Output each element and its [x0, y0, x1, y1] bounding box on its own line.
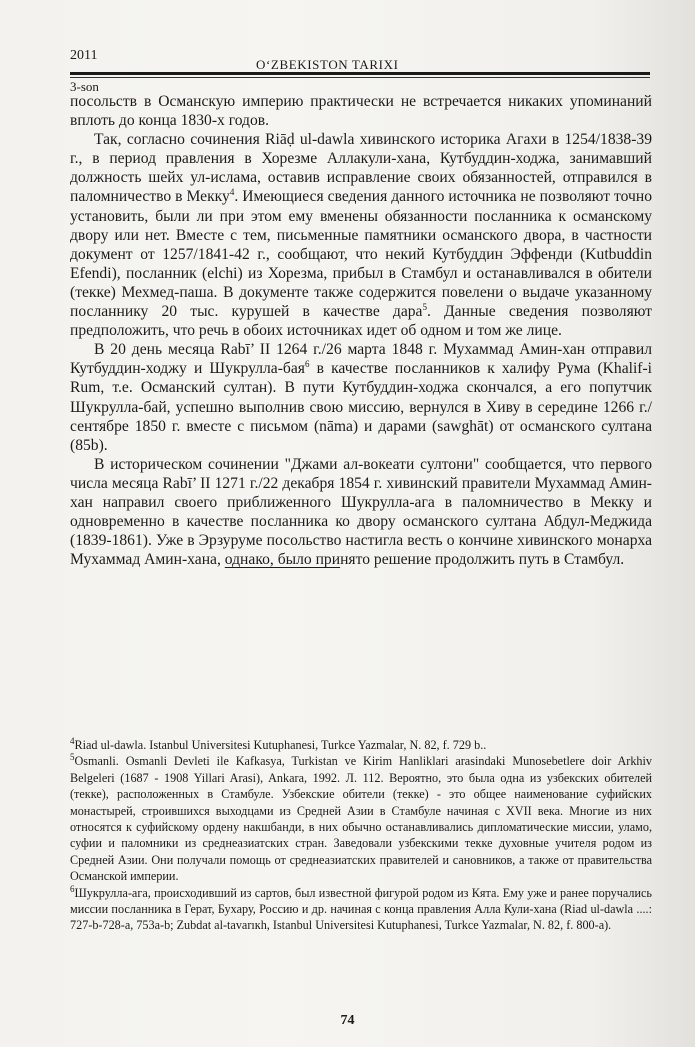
footnote-ref-4: 4	[229, 187, 235, 198]
page-number: 74	[340, 1013, 355, 1028]
paragraph-2-text-c: . Данные сведения позволяют предположить, что речь в обоих источниках идет об одном и том же лице.	[70, 303, 652, 340]
paragraph-4-text-b: нято решение продолжить путь в Стамбул.	[340, 551, 625, 569]
footnote-4-text: Riad ul-dawla. Istanbul Universitesi Kutuphanesi, Turkce Yazmalar, N. 82, f. 729 b..	[74, 738, 487, 752]
paragraph-3	[70, 340, 652, 455]
header-rule-thick	[70, 72, 650, 75]
header-rule-thin	[70, 77, 650, 78]
running-header-journal-title: O‘ZBEKISTON TARIXI	[256, 57, 399, 72]
running-header-issue: 3-son	[70, 79, 99, 94]
paragraph-4-underlined-text: однако, было при	[224, 551, 341, 569]
paragraph-2-text-b: . Имеющиеся сведения данного источника не позволяют точно установить, были ли при этом ему вменены обязанности посланника к османскому двору или нет. Вместе с тем, письменные памятники османского двора, в частности документ от 1257/1841-42 г., сообщают, что некий Кутбуддин Эффенди (Kutbuddin Efendi), посланник (elchi) из Хорезма, прибыл в Стамбул и останавливался в обители (текке) Мехмед-паша. В документе также содержится повелени о выдаче указанному посланнику 20 тыс. курушей в качестве дара	[70, 188, 652, 321]
footnote-6-text: Шукрулла-ага, происходивший из сартов, был известной фигурой родом из Кята. Ему уже и ранее поручались миссии посланника в Герат, Бухару, Россию и др. начиная с конца правления Алла Кули-хана (Riad ul-dawla ....: 727-b-728-a, 753a-b; Zubdat al-tavarıкh, Istanbul Universitesi Kutuphanesi, Turkce Yazmalar, N. 82, f. 800-a).	[70, 885, 652, 933]
paragraph-3-text-a: В 20 день месяца Rabī’ II 1264 г./26 марта 1848 г. Мухаммад Амин-хан отправил Кутбуддин-ходжу и Шукрулла-бая	[70, 341, 652, 378]
paragraph-4-text-a: В историческом сочинении "Джами ал-вокеати султони" сообщается, что первого числа месяца Rabī’ II 1271 г./22 декабря 1854 г. хивинский правители Мухаммад Амин-хан направил своего приближенного Шукрулла-ага в паломничество в Мекку и одновременно в качестве посланника ко двору османского султана Абдул-Меджида (1839-1861). Уже в Эрзуруме посольство настигла весть о кончине хивинского монарха Мухаммад Амин-хана,	[70, 455, 652, 569]
footnote-4-number: 4	[70, 735, 75, 746]
paragraph-2	[70, 130, 652, 340]
footnote-6-number: 6	[70, 883, 75, 894]
footnote-5-number: 5	[70, 752, 75, 763]
running-header-year: 2011	[70, 48, 98, 63]
footnote-5-text: Osmanli. Osmanli Devleti ile Kafkasya, Turkistan ve Kirim Hanliklari arasindaki Munosebetlere doir Arkhiv Belgeleri (1687 - 1908 Yillari Arasi), Ankara, 1992. Л. 112. Вероятно, это была одна из узбекских обителей (текке), расположенных в Стамбуле. Узбекские обители (текке) - это общее наименование суфийских монастырей, строившихся выходцами из Средней Азии в Стамбуле начиная с XVII века. Многие из них относятся к суфийскому ордену накшбанди, в них обычно останавливались дипломатические миссии, уламо, суфии и паломники из среднеазиатских стран. Заведовали узбекскими текке духовные учителя родом из Средней Азии. Они получали помощь от среднеазиатских правителей и сановников, а также от правительства Османской империи.	[70, 754, 652, 884]
footnote-6	[70, 885, 652, 934]
paragraph-4	[70, 455, 652, 570]
footnote-ref-5: 5	[422, 301, 427, 312]
main-text	[70, 92, 652, 569]
footnote-ref-6: 6	[304, 359, 310, 370]
paragraph-2-text-a: Так, согласно сочинения Riāḍ ul-dawla хивинского историка Агахи в 1254/1838-39 г., в период правления в Хорезме Аллакули-хана, Кутбуддин-ходжа, занимавший должность шейх ул-ислама, оставив исправление своих обязанностей, отправился в паломничество в Мекку	[70, 131, 652, 206]
footnote-4	[70, 737, 652, 753]
paragraph-1-text: посольств в Османскую империю практически не встречается никаких упоминаний вплоть до конца 1830-х годов.	[70, 93, 652, 130]
paragraph-3-text-b: в качестве посланников к халифу Рума (Khalif-i Rum, т.е. Османский султан). В пути Кутбуддин-ходжа скончался, а его попутчик Шукрулла-бай, успешно выполнив свою миссию, вернулся в Хиву в середине 1266 г./сентябре 1850 г. вместе с письмом (nāma) и дарами (sawghāt) от османского султана (85b).	[70, 360, 652, 454]
footnotes	[70, 737, 652, 934]
footnote-5	[70, 753, 652, 884]
paragraph-1	[70, 92, 652, 130]
